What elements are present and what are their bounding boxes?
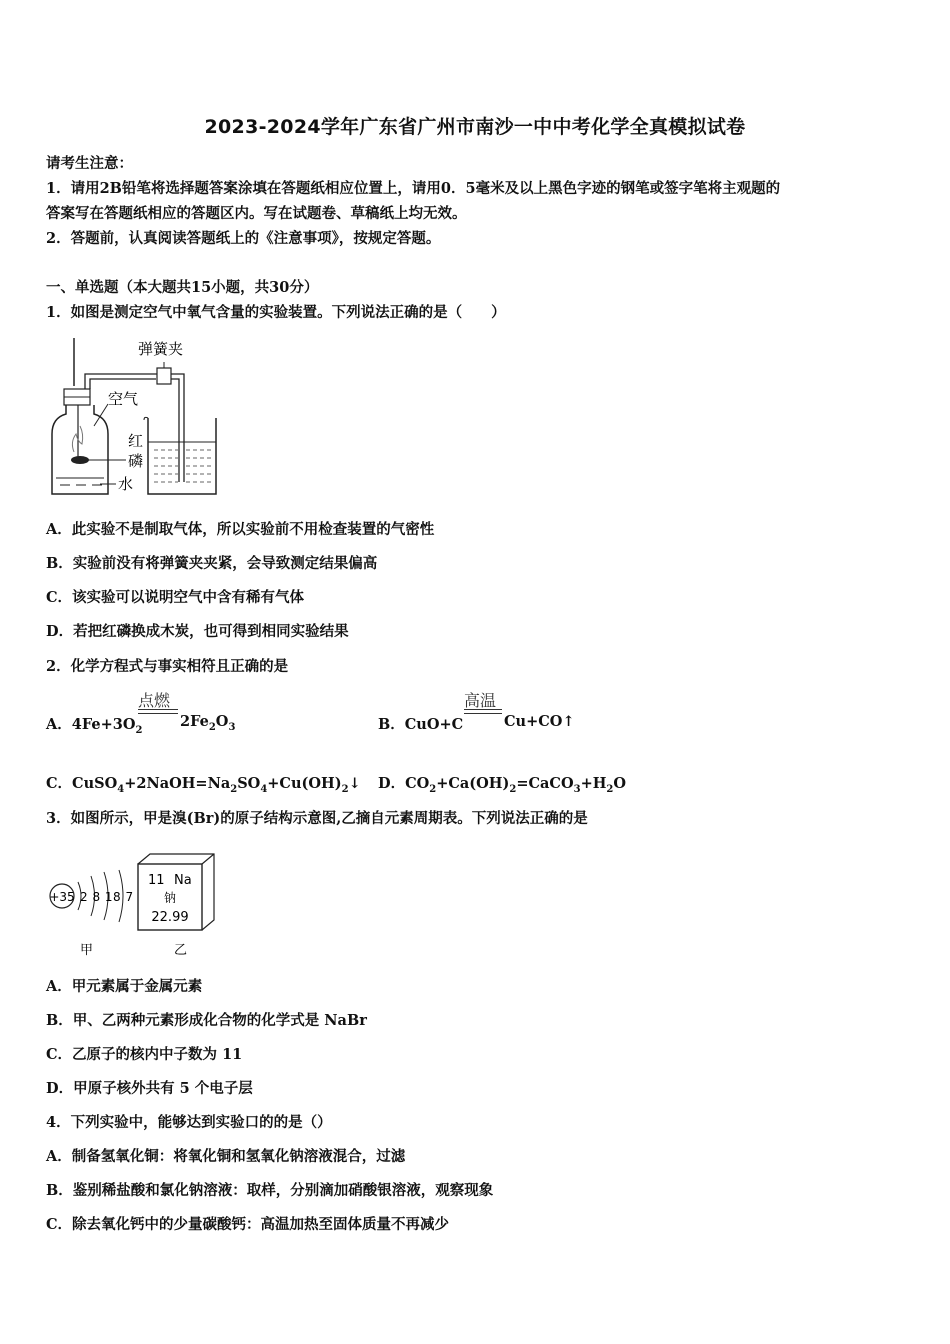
q2-a-label: A． (46, 716, 72, 733)
section-heading: 一、单选题（本大题共15小题，共30分） (46, 279, 319, 296)
q2-c-sub-4: 2 (341, 783, 349, 795)
q2-c-part-4: +Cu(OH) (267, 775, 342, 792)
q1-option-d: D．若把红磷换成木炭，也可得到相同实验结果 (46, 623, 349, 640)
q2-b-equals-bar (464, 709, 502, 714)
air-label: 空气 (108, 390, 139, 408)
q2-a-left-sub: 2 (135, 724, 143, 736)
q3-option-b: B．甲、乙两种元素形成化合物的化学式是 NaBr (46, 1012, 367, 1029)
notice-heading: 请考生注意： (46, 155, 133, 172)
q1-option-a: A．此实验不是制取气体，所以实验前不用检查装置的气密性 (46, 521, 435, 538)
q2-c-part-3: SO (237, 775, 261, 792)
q2-a-equals-bar (138, 709, 178, 714)
q2-a-condition: 点燃 (138, 691, 171, 710)
q2-d-part-3: =CaCO (516, 775, 574, 792)
q2-a-right-sub-1: 2 (208, 721, 216, 733)
q2-option-a (46, 713, 142, 736)
q2-option-b (378, 713, 463, 734)
notice-item-1-line-1: 1．请用2B铅笔将选择题答案涂填在答题纸相应位置上，请用0．5毫米及以上黑色字迹的钢笔或签字笔将主观题的 (46, 180, 781, 197)
spring-clip (157, 368, 171, 384)
q2-d-part-4: +H (580, 775, 607, 792)
q2-d-sub-2: 2 (509, 783, 517, 795)
q2-c-part-5: ↓ (348, 775, 361, 792)
q3-option-c: C．乙原子的核内中子数为 11 (46, 1046, 243, 1063)
q2-c-sub-3: 4 (260, 783, 268, 795)
nucleus-charge: +35 (49, 890, 75, 904)
q2-c-part-1: CuSO (72, 775, 118, 792)
q2-c-sub-2: 2 (230, 783, 238, 795)
clip-label: 弹簧夹 (138, 340, 184, 358)
notice-item-2: 2．答题前，认真阅读答题纸上的《注意事项》，按规定答题。 (46, 230, 441, 247)
q2-d-label: D． (378, 775, 406, 792)
q1-option-c: C．该实验可以说明空气中含有稀有气体 (46, 589, 305, 606)
collection-bottle (52, 405, 108, 494)
element-name: 钠 (163, 891, 177, 905)
electron-shells: 2 8 18 7 (80, 890, 134, 904)
q4-option-a: A．制备氢氧化铜：将氧化铜和氢氧化钠溶液混合，过滤 (46, 1148, 406, 1165)
q3-option-a: A．甲元素属于金属元素 (46, 978, 203, 995)
q2-c-label: C． (46, 775, 73, 792)
phosphorus-label-1: 红 (128, 432, 144, 450)
q2-b-condition: 高温 (464, 691, 497, 710)
element-symbol: Na (174, 873, 192, 888)
q1-option-b: B．实验前没有将弹簧夹夹紧，会导致测定结果偏高 (46, 555, 378, 572)
q3-option-d: D．甲原子核外共有 5 个电子层 (46, 1080, 253, 1097)
q3-figure (44, 846, 224, 962)
atomic-number: 11 (148, 873, 165, 888)
q2-a-right-sub-2: 3 (228, 721, 236, 733)
q2-c-part-2: +2NaOH=Na (124, 775, 231, 792)
q2-b-right: Cu+CO↑ (504, 713, 575, 730)
notice-item-1-line-2: 答案写在答题纸相应的答题区内。写在试题卷、草稿纸上均无效。 (46, 205, 467, 222)
q2-d-sub-1: 2 (429, 783, 437, 795)
q2-d-part-5: O (613, 775, 627, 792)
water-label: 水 (118, 475, 134, 493)
phosphorus-label-2: 磷 (128, 452, 144, 470)
q2-option-d (378, 772, 626, 795)
q1-stem: 1．如图是测定空气中氧气含量的实验装置。下列说法正确的是（ ） (46, 304, 506, 321)
q2-b-left: CuO+C (404, 716, 464, 733)
q2-d-part-2: +Ca(OH) (436, 775, 510, 792)
q2-c-sub-1: 4 (117, 783, 125, 795)
q2-option-c (46, 772, 361, 795)
beaker (148, 418, 216, 494)
exam-title: 2023-2024学年广东省广州市南沙一中中考化学全真模拟试卷 (204, 116, 746, 138)
q1-apparatus-figure (44, 334, 224, 498)
label-yi: 乙 (174, 943, 188, 958)
q2-a-right-2: O (215, 713, 229, 730)
atomic-mass: 22.99 (151, 910, 189, 925)
q4-option-b: B．鉴别稀盐酸和氯化钠溶液：取样，分别滴加硝酸银溶液，观察现象 (46, 1182, 494, 1199)
q2-d-sub-3: 3 (573, 783, 581, 795)
q2-stem: 2．化学方程式与事实相符且正确的是 (46, 658, 289, 675)
q3-stem: 3．如图所示，甲是溴(Br)的原子结构示意图,乙摘自元素周期表。下列说法正确的是 (46, 810, 588, 827)
q2-d-sub-4: 2 (606, 783, 614, 795)
q2-d-part-1: CO (405, 775, 430, 792)
q4-option-c: C．除去氧化钙中的少量碳酸钙：高温加热至固体质量不再减少 (46, 1216, 450, 1233)
q2-b-label: B． (378, 716, 405, 733)
q2-a-right-1: 2Fe (180, 713, 209, 730)
q2-a-right (180, 713, 235, 733)
q4-stem: 4．下列实验中，能够达到实验口的的是（） (46, 1114, 332, 1131)
q2-a-left: 4Fe+3O (71, 716, 136, 733)
label-jia: 甲 (80, 943, 94, 958)
